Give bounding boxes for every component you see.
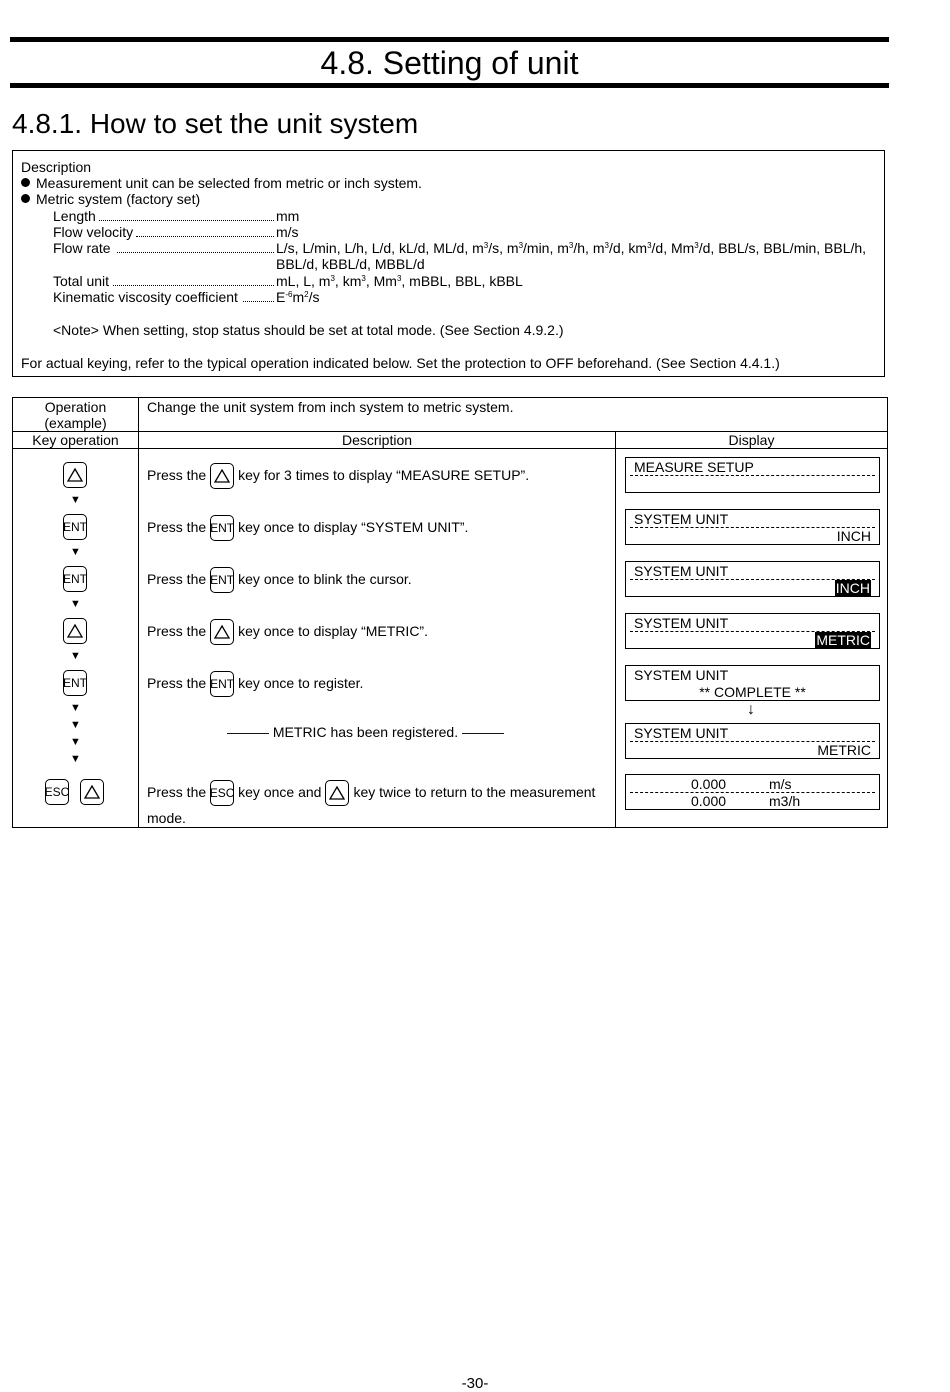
section-title: 4.8. Setting of unit <box>320 45 579 81</box>
lcd-value-2: 0.000 <box>691 793 727 809</box>
spec-value-kinematic-viscosity: $E^{-6}m^2/s$ <box>276 289 320 305</box>
lcd-display <box>625 613 880 649</box>
up-triangle-icon <box>214 468 230 484</box>
leader-dots <box>117 242 274 253</box>
spec-label-total-unit: Total unit <box>53 273 110 289</box>
down-arrow-icon: ▼ <box>70 753 81 765</box>
step-description: Press the ENT key once to display “SYSTEM UNIT”. <box>147 514 468 541</box>
description-box <box>12 150 885 377</box>
bullet-icon <box>21 194 30 203</box>
subsection-title: 4.8.1. How to set the unit system <box>12 108 419 139</box>
lcd-display-measurement <box>625 774 880 810</box>
spec-value-flow-rate: L/s, L/min, L/h, L/d, kL/d, ML/d, $m^3/s$, $m^3/\min$, $m^3/h$, $m^3/d$, $km^3/d$, Mm$^3$/d, BBL/s, BBL/min, BBL/h, BBL/d, kBBL/d, MBBL/d <box>276 240 867 273</box>
step-description: Press the ENT key once to blink the cursor. <box>147 566 412 593</box>
operation-example-label: Operation (example) <box>13 398 139 432</box>
lcd-cursor-highlight: METRIC <box>816 632 870 648</box>
lcd-divider <box>630 475 875 476</box>
down-arrow-icon: ▼ <box>70 719 81 731</box>
lcd-line-1: SYSTEM UNIT <box>634 615 729 631</box>
ent-key-inline: ENT <box>210 567 234 593</box>
up-key-button <box>63 618 87 644</box>
operation-table <box>12 397 888 828</box>
step-description-final: Press the ESC key once and key twice to return to the measurement <box>147 779 595 806</box>
key-operation-cell <box>13 449 139 828</box>
lcd-unit-1: m/s <box>769 776 792 792</box>
down-arrow-icon: ▼ <box>70 702 81 714</box>
lcd-display <box>625 561 880 597</box>
step-description: Press the ENT key once to register. <box>147 670 363 697</box>
down-arrow-icon: ▼ <box>70 494 81 506</box>
page-number: -30- <box>461 1375 489 1392</box>
operation-example-text: Change the unit system from inch system to metric system. <box>139 398 888 432</box>
up-triangle-icon <box>214 624 230 640</box>
note-text: <Note> When setting, stop status should be set at total mode. (See Section 4.9.2.) <box>53 322 564 338</box>
down-arrow-icon: ▼ <box>70 546 81 558</box>
bullet-item: Metric system (factory set) <box>21 191 200 207</box>
down-arrow-icon: ▼ <box>70 650 81 662</box>
down-arrow-icon: ↓ <box>747 701 755 718</box>
table-row <box>13 398 888 432</box>
display-cell <box>616 449 888 828</box>
up-triangle-icon <box>67 467 83 483</box>
lcd-line-2-highlighted <box>815 632 871 648</box>
table-row <box>13 449 888 828</box>
step-description-final-cont: mode. <box>147 810 186 826</box>
leader-dots <box>99 210 274 221</box>
lcd-display <box>625 665 880 701</box>
description-cell <box>139 449 616 828</box>
lcd-display <box>625 723 880 759</box>
leader-dots <box>113 275 274 286</box>
bullet-item: Measurement unit can be selected from metric or inch system. <box>21 175 422 191</box>
lcd-line-2-highlighted <box>835 580 871 596</box>
lcd-line-1: SYSTEM UNIT <box>634 511 729 527</box>
lcd-display <box>625 509 880 545</box>
down-arrow-icon: ▼ <box>70 598 81 610</box>
lcd-display <box>625 457 880 493</box>
lcd-unit-2: m3/h <box>769 793 801 809</box>
ent-key-button: ENT <box>63 566 87 592</box>
lcd-line-1: MEASURE SETUP <box>634 459 754 475</box>
up-triangle-icon <box>84 784 100 800</box>
ent-key-inline: ENT <box>210 515 234 541</box>
leader-dots <box>136 226 274 237</box>
table-header-row <box>13 432 888 449</box>
down-arrow-icon: ▼ <box>70 736 81 748</box>
up-key-inline <box>325 780 349 806</box>
registered-text: ——— METRIC has been registered. ——— <box>227 724 504 740</box>
lcd-divider <box>630 792 875 793</box>
description-label: Description <box>21 159 92 175</box>
lcd-line-1: SYSTEM UNIT <box>634 667 729 683</box>
spec-label-length: Length <box>53 208 96 224</box>
step-description: Press the key once to display “METRIC”. <box>147 618 428 645</box>
esc-key-inline: ESC <box>210 780 234 806</box>
step-description: Press the key for 3 times to display “MEASURE SETUP”. <box>147 462 529 489</box>
spec-value-length: mm <box>276 208 300 224</box>
spec-value-total-unit: mL, L, $m^3$, $km^3$, Mm$^3$, mBBL, BBL, kBBL <box>276 273 523 289</box>
up-key-button <box>63 462 87 488</box>
title-underline <box>10 83 889 88</box>
leader-dots <box>243 291 274 302</box>
up-key-button <box>80 779 104 805</box>
lcd-value-1: 0.000 <box>691 776 727 792</box>
up-triangle-icon <box>329 785 345 801</box>
up-triangle-icon <box>67 623 83 639</box>
up-key-inline <box>210 463 234 489</box>
spec-label-flow-rate: Flow rate <box>53 240 111 256</box>
spec-label-flow-velocity: Flow velocity <box>53 224 134 240</box>
esc-key-button: ESC <box>45 779 69 805</box>
lcd-line-2: ** COMPLETE ** <box>699 684 806 700</box>
keying-text: For actual keying, refer to the typical operation indicated below. Set the protection to OFF beforehand. (See Section 4.4.1.) <box>21 355 780 371</box>
lcd-line-2: METRIC <box>817 742 871 758</box>
col-header-display: Display <box>616 432 888 449</box>
col-header-description: Description <box>139 432 616 449</box>
lcd-line-2: INCH <box>836 528 871 544</box>
up-key-inline <box>210 619 234 645</box>
bullet-icon <box>21 178 30 187</box>
ent-key-button: ENT <box>63 514 87 540</box>
ent-key-button: ENT <box>63 670 87 696</box>
col-header-key-operation: Key operation <box>13 432 139 449</box>
lcd-line-1: SYSTEM UNIT <box>634 563 729 579</box>
lcd-line-1: SYSTEM UNIT <box>634 725 729 741</box>
spec-label-kinematic-viscosity: Kinematic viscosity coefficient <box>53 289 238 305</box>
lcd-cursor-highlight: INCH <box>835 580 870 596</box>
top-rule <box>10 37 889 42</box>
ent-key-inline: ENT <box>210 671 234 697</box>
spec-value-flow-velocity: m/s <box>276 224 299 240</box>
